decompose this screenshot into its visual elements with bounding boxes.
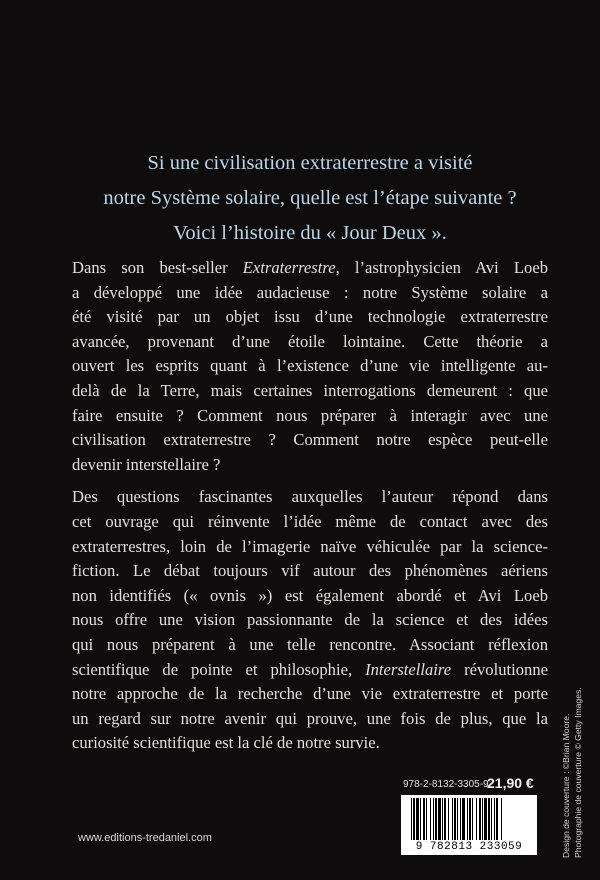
text-line: un regard sur notre avenir qui prouve, une fois de plus, que la xyxy=(72,708,548,728)
barcode-bar xyxy=(433,798,434,840)
barcode xyxy=(401,795,537,855)
book-title-extraterrestre: Extraterrestre xyxy=(242,258,336,277)
text-line: avancée, provenant d’une étoile lointaine. Cette théorie a xyxy=(72,331,548,351)
text-fragment: scientifique de pointe et philosophie, xyxy=(72,659,366,679)
text-line xyxy=(72,658,548,683)
barcode-bar xyxy=(460,798,461,840)
blurb-paragraph-2 xyxy=(72,485,548,756)
text-line: ouvert les esprits quant à l’existence d’une vie intelligente au- xyxy=(72,356,548,376)
tagline xyxy=(60,146,560,251)
barcode-bar xyxy=(413,798,415,840)
barcode-bar xyxy=(444,798,446,840)
barcode-bar xyxy=(411,798,412,840)
barcode-bar xyxy=(484,798,487,840)
barcode-bar xyxy=(476,798,477,840)
text-line: curiosité scientifique est la clé de notre survie. xyxy=(72,733,380,753)
publisher-website: www.editions-tredaniel.com xyxy=(78,832,212,844)
text-line: notre approche de la recherche d’une vie extraterrestre et porte xyxy=(72,684,548,704)
text-line: extraterrestres, loin de l’imagerie naïve véhiculée par la science- xyxy=(72,536,548,556)
text-fragment: révolutionne xyxy=(451,659,548,679)
text-line: devenir interstellaire ? xyxy=(72,454,221,474)
text-line: nous offre une vision passionnante de la science et des idées xyxy=(72,610,548,630)
barcode-bar xyxy=(472,798,473,840)
blurb-paragraph-1 xyxy=(72,256,548,477)
barcode-bar xyxy=(496,798,498,840)
barcode-bar xyxy=(420,798,421,840)
barcode-bar xyxy=(457,798,458,840)
barcode-bar xyxy=(452,798,453,840)
book-title-interstellaire: Interstellaire xyxy=(365,659,452,679)
text-line xyxy=(72,256,548,281)
text-line: Des questions fascinantes auxquelles l’auteur répond dans xyxy=(72,487,548,507)
tagline-line: Voici l’histoire du « Jour Deux ». xyxy=(173,222,447,244)
credit-line: Design de couverture : ©Brian Moore. xyxy=(561,713,571,858)
barcode-bar xyxy=(491,798,492,840)
barcode-bar xyxy=(423,798,425,840)
barcode-bar xyxy=(482,798,483,840)
tagline-line: Si une civilisation extraterrestre a visité xyxy=(147,152,473,174)
text-line: été visité par un objet issu d’une technologie extraterrestre xyxy=(72,307,548,327)
isbn-number: 978-2-8132-3305-9 xyxy=(403,779,489,790)
barcode-bar xyxy=(435,798,437,840)
barcode-bar xyxy=(438,798,441,840)
text-line: cet ouvrage qui réinvente l’idée même de contact avec des xyxy=(72,511,548,531)
barcode-bar xyxy=(442,798,443,840)
text-line: delà de la Terre, mais certaines interrogations demeurent : que xyxy=(72,380,548,400)
barcode-bar xyxy=(494,798,495,840)
barcode-bar xyxy=(462,798,465,840)
text-line: non identifiés (« ovnis ») est également abordé et Avi Loeb xyxy=(72,585,548,605)
text-line: a développé une idée audacieuse : notre Système solaire a xyxy=(72,282,548,302)
barcode-bar xyxy=(454,798,456,840)
tagline-line: notre Système solaire, quelle est l’étape suivante ? xyxy=(103,187,517,209)
barcode-digits: 9 782813 233059 xyxy=(415,841,523,853)
credit-line: Photographie de couverture © Getty Images. xyxy=(573,687,583,858)
barcode-bar xyxy=(488,798,490,840)
barcode-bar xyxy=(501,798,502,840)
barcode-bar xyxy=(469,798,471,840)
text-line: qui nous préparent à une telle rencontre. Associant réflexion xyxy=(72,634,548,654)
barcode-bars xyxy=(401,795,537,843)
barcode-bar xyxy=(416,798,419,840)
text-line: civilisation extraterrestre ? Comment notre espèce peut-elle xyxy=(72,430,548,450)
blurb xyxy=(72,256,548,764)
barcode-bar xyxy=(467,798,468,840)
text-line: faire ensuite ? Comment nous préparer à interagir avec une xyxy=(72,405,548,425)
text-line: fiction. Le débat toujours vif autour des phénomènes aériens xyxy=(72,561,548,581)
text-fragment: , l’astrophysicien Avi Loeb xyxy=(335,258,548,277)
barcode-bar xyxy=(426,798,427,840)
price-label: 21,90 € xyxy=(487,775,534,791)
text-fragment: Dans son best-seller xyxy=(72,258,243,277)
barcode-bar xyxy=(448,798,449,840)
barcode-bar xyxy=(430,798,431,840)
barcode-bar xyxy=(479,798,481,840)
cover-credits xyxy=(560,687,584,858)
